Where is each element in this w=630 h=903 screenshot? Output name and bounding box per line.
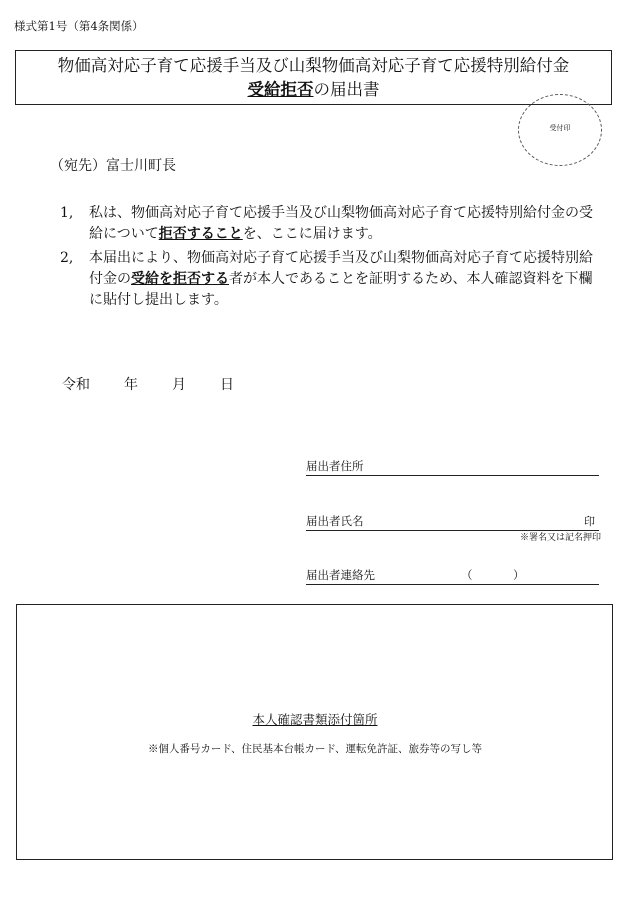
title-line-1: 物価高対応子育て応援手当及び山梨物価高対応子育て応援特別給付金 [57,56,570,75]
statement-item-1 [60,203,600,245]
stamp-label: 受付印 [549,124,571,132]
item-text-a: 私は、物価高対応子育て応援手当及び山梨物価高対応子育て応援特別給付金の受給について [89,205,593,242]
date-line [62,374,234,394]
item-text-b: を、ここに届けます。 [242,226,382,242]
name-label: 届出者氏名 [306,514,364,528]
date-day: 日 [220,377,234,393]
item-text-a: 本届出により、物価高対応子育て応援手当及び山梨物価高対応子育て応援特別給付金の [89,250,593,287]
document-title [15,50,612,105]
reception-stamp-area [518,94,602,166]
form-number: 様式第1号（第4条関係） [14,19,144,33]
paren-close: ） [513,568,525,582]
id-attachment-box [16,604,613,860]
date-month: 月 [172,377,186,393]
seal-mark: 印 [584,515,595,528]
statement-item-2 [60,248,600,311]
addressee: （宛先）富士川町長 [50,158,176,174]
paren-open: （ [461,568,473,582]
applicant-name-field[interactable] [306,513,599,531]
signature-note: ※署名又は記名押印 [520,533,602,543]
item-number: 2, [60,250,74,266]
attachment-title: 本人確認書類添付箇所 [252,712,378,727]
item-emphasis: 拒否すること [158,226,243,242]
date-year: 年 [124,377,138,393]
contact-label: 届出者連絡先 [306,568,375,582]
applicant-address-field[interactable] [306,458,599,476]
date-era: 令和 [62,377,90,393]
title-emphasis: 受給拒否 [247,80,314,99]
address-label: 届出者住所 [306,459,364,473]
item-emphasis: 受給を拒否する [131,271,229,287]
applicant-contact-field[interactable] [306,567,599,585]
title-line-2 [16,78,611,102]
attachment-note: ※個人番号カード、住民基本台帳カード、運転免許証、旅券等の写し等 [147,743,483,755]
item-text-b: 者が本人であることを証明するため、本人確認資料を下欄に貼付し提出します。 [89,271,593,308]
title-rest: の届出書 [313,80,380,99]
item-number: 1, [60,205,74,221]
